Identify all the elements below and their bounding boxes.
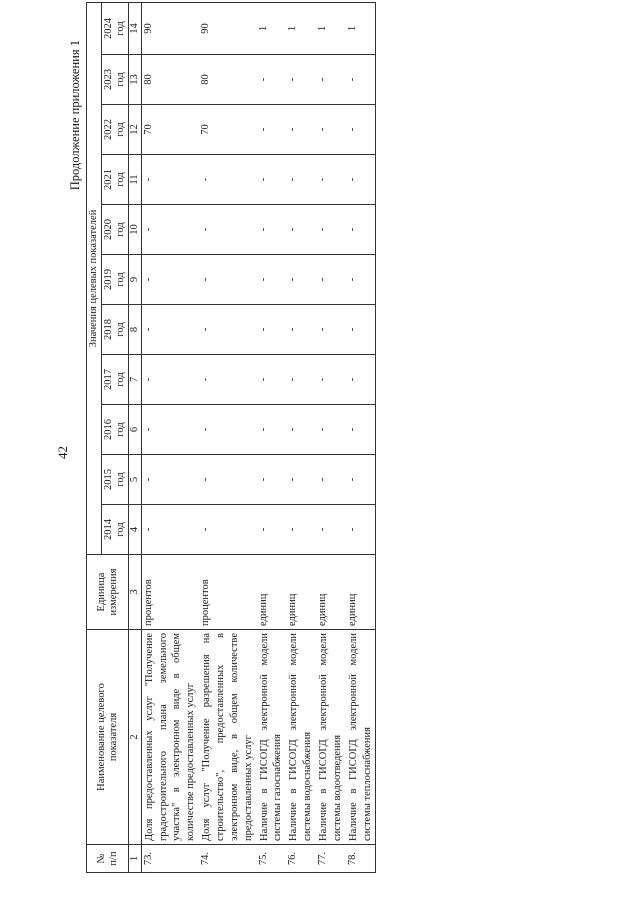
value-cell: - [286,105,316,155]
header-unit: Единица измерения [87,555,129,630]
value-cell: - [199,255,256,305]
header-year: 2018 год [102,305,129,355]
value-cell: - [141,155,199,205]
value-cell: - [346,405,376,455]
value-cell: - [257,205,287,255]
unit-cell: единиц [316,555,346,630]
value-cell: - [141,505,199,555]
indicator-name: Наличие в ГИСОГД электронной модели системы теплоснабжения [346,630,376,845]
value-cell: - [286,255,316,305]
value-cell: - [257,155,287,205]
value-cell: 1 [346,2,376,54]
value-cell: - [257,405,287,455]
value-cell: - [199,305,256,355]
indicator-name: Наличие в ГИСОГД электронной модели системы газоснабжения [257,630,287,845]
indicator-name: Наличие в ГИСОГД электронной модели системы водоотведения [316,630,346,845]
unit-cell: единиц [346,555,376,630]
value-cell: - [316,105,346,155]
value-cell: - [257,505,287,555]
column-number: 11 [129,155,142,205]
value-cell: - [316,355,346,405]
value-cell: - [141,405,199,455]
value-cell: - [316,55,346,105]
value-cell: - [286,155,316,205]
value-cell: - [316,205,346,255]
header-name: Наименование целевого показателя [87,630,129,845]
value-cell: 1 [286,2,316,54]
value-cell: - [286,205,316,255]
header-year: 2016 год [102,405,129,455]
column-number: 5 [129,455,142,505]
value-cell: - [346,355,376,405]
value-cell: - [346,205,376,255]
column-number: 7 [129,355,142,405]
value-cell: - [316,155,346,205]
header-year: 2020 год [102,205,129,255]
value-cell: - [316,455,346,505]
column-number: 14 [129,2,142,54]
indicator-name: Доля услуг "Получение разрешения на строительство", предоставленных в электронном виде, в общем количестве предоставленных услуг [199,630,256,845]
value-cell: - [346,305,376,355]
value-cell: - [346,255,376,305]
value-cell: - [199,205,256,255]
header-year: 2017 год [102,355,129,405]
indicator-name: Доля предоставленных услуг "Получение градостроительного плана земельного участка" в электронном виде в общем количестве предоставленных услуг [141,630,199,845]
table-row [141,2,199,872]
row-number: 75. [257,845,287,873]
header-year: 2019 год [102,255,129,305]
header-year: 2014 год [102,505,129,555]
header-year: 2022 год [102,105,129,155]
value-cell: 1 [257,2,287,54]
value-cell: - [316,405,346,455]
table-row [257,2,287,872]
table-row [346,2,376,872]
row-number: 77. [316,845,346,873]
table-row [199,2,256,872]
row-number: 76. [286,845,316,873]
value-cell: - [346,505,376,555]
value-cell: - [199,455,256,505]
column-number: 2 [129,630,142,845]
value-cell: 70 [141,105,199,155]
header-year: 2023 год [102,55,129,105]
unit-cell: единиц [286,555,316,630]
value-cell: - [257,305,287,355]
row-number: 74. [199,845,256,873]
value-cell: - [316,255,346,305]
value-cell: - [199,355,256,405]
continuation-note: Продолжение приложения 1 [68,40,82,191]
value-cell: 70 [199,105,256,155]
value-cell: - [141,205,199,255]
value-cell: - [346,105,376,155]
header-num: № п/п [87,845,129,873]
column-number: 3 [129,555,142,630]
value-cell: 80 [141,55,199,105]
column-number: 4 [129,505,142,555]
value-cell: - [257,255,287,305]
value-cell: - [257,55,287,105]
table-row [286,2,316,872]
value-cell: - [316,505,346,555]
column-number: 8 [129,305,142,355]
unit-cell: процентов [199,555,256,630]
unit-cell: процентов [141,555,199,630]
value-cell: - [257,355,287,405]
column-number: 6 [129,405,142,455]
value-cell: - [346,455,376,505]
page-number: 42 [55,446,70,459]
value-cell: - [199,155,256,205]
value-cell: - [141,455,199,505]
value-cell: - [257,455,287,505]
column-number: 13 [129,55,142,105]
value-cell: - [141,255,199,305]
value-cell: 90 [141,2,199,54]
value-cell: - [141,305,199,355]
value-cell: 90 [199,2,256,54]
column-number: 1 [129,845,142,873]
value-cell: - [286,355,316,405]
value-cell: 1 [316,2,346,54]
header-values-group: Значения целевых показателей [87,2,102,554]
indicators-table [86,2,376,873]
indicator-name: Наличие в ГИСОГД электронной модели системы водоснабжения [286,630,316,845]
column-number: 9 [129,255,142,305]
value-cell: 80 [199,55,256,105]
value-cell: - [346,155,376,205]
header-year: 2021 год [102,155,129,205]
value-cell: - [286,405,316,455]
header-year: 2015 год [102,455,129,505]
value-cell: - [286,305,316,355]
value-cell: - [199,405,256,455]
header-year: 2024 год [102,2,129,54]
value-cell: - [257,105,287,155]
row-number: 78. [346,845,376,873]
value-cell: - [346,55,376,105]
row-number: 73. [141,845,199,873]
unit-cell: единиц [257,555,287,630]
value-cell: - [141,355,199,405]
value-cell: - [316,305,346,355]
column-number: 12 [129,105,142,155]
value-cell: - [286,55,316,105]
column-number: 10 [129,205,142,255]
table-row [316,2,346,872]
value-cell: - [199,505,256,555]
value-cell: - [286,505,316,555]
value-cell: - [286,455,316,505]
